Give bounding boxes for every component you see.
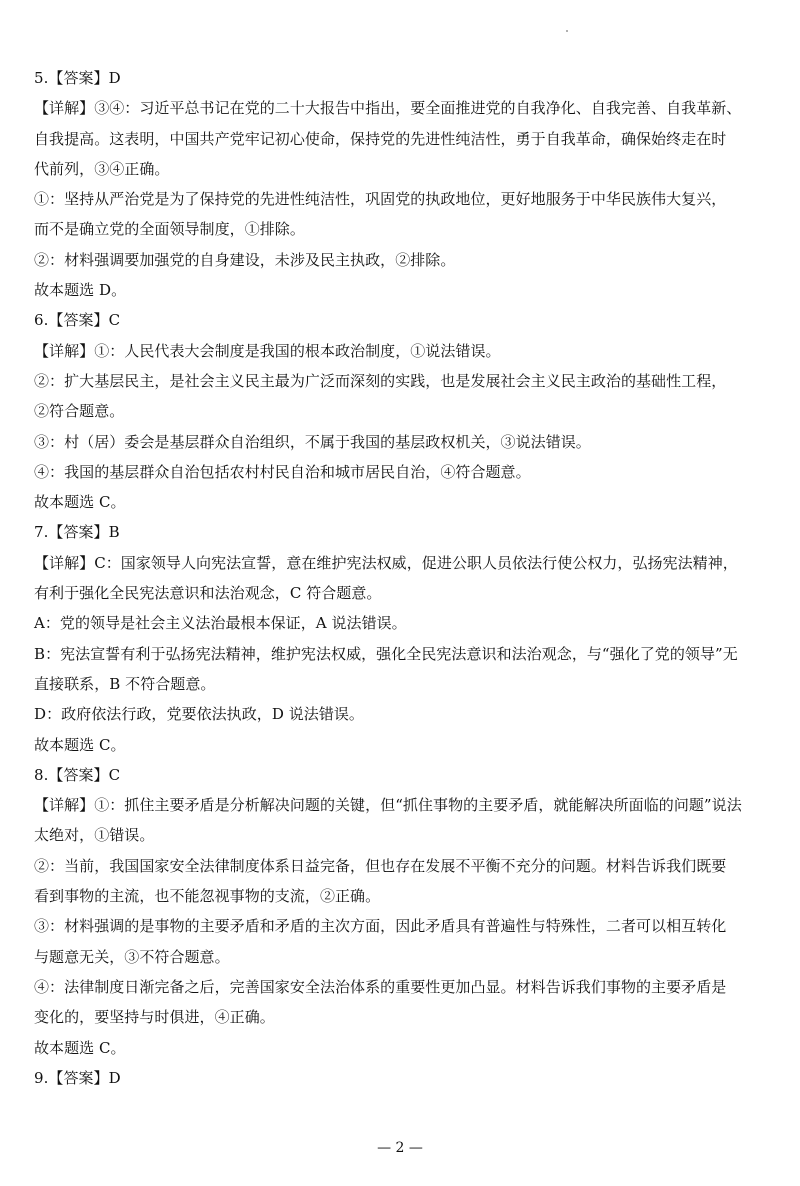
question-7-answer: 7.【答案】B <box>34 523 120 542</box>
question-5-explanation-line: 而不是确立党的全面领导制度，①排除。 <box>34 220 305 239</box>
question-6-explanation-line: ②：扩大基层民主，是社会主义民主最为广泛而深刻的实践，也是发展社会主义民主政治的基础性工程， <box>34 371 727 390</box>
question-5-explanation-line: ②：材料强调要加强党的自身建设，未涉及民主执政，②排除。 <box>34 250 456 269</box>
question-7-explanation-line: 【详解】C：国家领导人向宪法宣誓，意在维护宪法权威，促进公职人员依法行使公权力，弘扬宪法精神， <box>34 553 738 572</box>
question-6-explanation-line: 【详解】①：人民代表大会制度是我国的根本政治制度，①说法错误。 <box>34 341 501 360</box>
question-5-explanation-line: ①：坚持从严治党是为了保持党的先进性纯洁性，巩固党的执政地位，更好地服务于中华民族伟大复兴， <box>34 190 727 209</box>
question-8-explanation-line: 太绝对，①错误。 <box>34 826 155 845</box>
question-7-explanation-line: 有利于强化全民宪法意识和法治观念，C 符合题意。 <box>34 584 382 603</box>
question-6-answer: 6.【答案】C <box>34 311 121 330</box>
question-7-explanation-line: A：党的领导是社会主义法治最根本保证，A 说法错误。 <box>34 614 407 633</box>
page-number: — 2 — <box>377 1140 423 1156</box>
question-8-explanation-line: 【详解】①：抓住主要矛盾是分析解决问题的关键，但“抓住事物的主要矛盾，就能解决所面临的问题”说法 <box>34 796 742 815</box>
question-7-explanation-line: 直接联系，B 不符合题意。 <box>34 674 216 693</box>
question-7-explanation-line: D：政府依法行政，党要依法执政，D 说法错误。 <box>34 705 364 724</box>
question-8-explanation-line: 看到事物的主流，也不能忽视事物的支流，②正确。 <box>34 887 381 906</box>
question-9-answer: 9.【答案】D <box>34 1068 121 1087</box>
question-8-explanation-line: ②：当前，我国国家安全法律制度体系日益完备，但也存在发展不平衡不充分的问题。材料告诉我们既要 <box>34 856 727 875</box>
question-8-explanation-line: 与题意无关，③不符合题意。 <box>34 947 230 966</box>
question-8-explanation-line: ③：材料强调的是事物的主要矛盾和矛盾的主次方面，因此矛盾具有普遍性与特殊性，二者可以相互转化 <box>34 917 727 936</box>
question-8-explanation-line: 变化的，要坚持与时俱进，④正确。 <box>34 1008 275 1027</box>
question-7-conclusion: 故本题选 C。 <box>34 735 126 754</box>
question-5-explanation-line: 自我提高。这表明，中国共产党牢记初心使命，保持党的先进性纯洁性，勇于自我革命，确保始终走在时 <box>34 129 727 148</box>
question-6-explanation-line: ③：村（居）委会是基层群众自治组织，不属于我国的基层政权机关，③说法错误。 <box>34 432 591 451</box>
question-8-conclusion: 故本题选 C。 <box>34 1038 126 1057</box>
question-8-explanation-line: ④：法律制度日渐完备之后，完善国家安全法治体系的重要性更加凸显。材料告诉我们事物的主要矛盾是 <box>34 977 727 996</box>
question-6-conclusion: 故本题选 C。 <box>34 493 126 512</box>
question-5-answer: 5.【答案】D <box>34 69 121 87</box>
question-5-conclusion: 故本题选 D。 <box>34 281 127 300</box>
question-6-explanation-line: ②符合题意。 <box>34 402 125 421</box>
scan-speck <box>566 30 568 32</box>
question-7-explanation-line: B：宪法宣誓有利于弘扬宪法精神，维护宪法权威，强化全民宪法意识和法治观念，与“强化了党的领导”无 <box>34 644 738 663</box>
answer-explanations <box>34 63 774 1093</box>
question-5-explanation-line: 【详解】③④：习近平总书记在党的二十大报告中指出，要全面推进党的自我净化、自我完善、自我革新、 <box>34 99 742 118</box>
question-6-explanation-line: ④：我国的基层群众自治包括农村村民自治和城市居民自治，④符合题意。 <box>34 462 531 481</box>
question-8-answer: 8.【答案】C <box>34 765 121 784</box>
question-5-explanation-line: 代前列，③④正确。 <box>34 159 170 178</box>
